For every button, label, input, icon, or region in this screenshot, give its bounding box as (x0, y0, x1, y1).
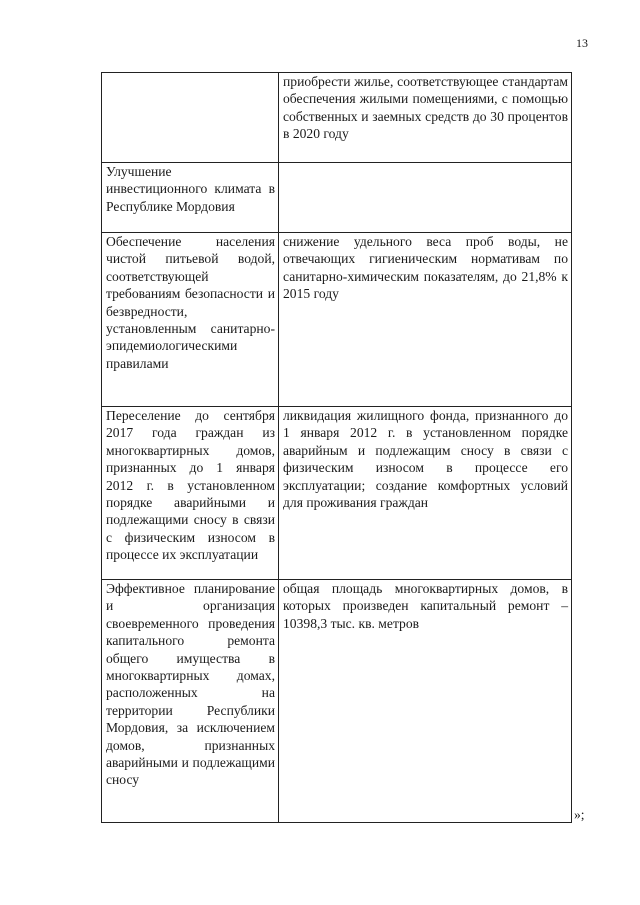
table-row (102, 73, 572, 163)
closing-quote-mark: »; (574, 807, 585, 822)
goal-cell: Улучшение инвестиционного климата в Республике Мордовия (102, 163, 279, 233)
goal-cell (102, 73, 279, 163)
goal-cell: Обеспечение населения чистой питьевой водой, соответствующей требованиям безопасности и безвредности, установленным санитарно-эпидемиологическими правилами (102, 233, 279, 407)
indicator-cell: ликвидация жилищного фонда, признанного до 1 января 2012 г. в установленном порядке аварийным и подлежащим сносу в связи с физическим износом в процессе его эксплуатации; создание комфортных условий для проживания граждан (279, 407, 572, 580)
table-row (102, 407, 572, 580)
goal-cell: Эффективное планирование и организация своевременного проведения капитального ремонта общего имущества в многоквартирных домах, расположенных на территории Республики Мордовия, за исключением домов, признанных аварийными и подлежащими сносу (102, 580, 279, 823)
indicator-cell: приобрести жилье, соответствующее стандартам обеспечения жилыми помещениями, с помощью собственных и заемных средств до 30 процентов в 2020 году (279, 73, 572, 163)
page-number: 13 (576, 36, 588, 50)
goal-cell: Переселение до сентября 2017 года граждан из многоквартирных домов, признанных до 1 января 2012 г. в установленном порядке аварийными и подлежащими сносу в связи с физическим износом в процессе их эксплуатации (102, 407, 279, 580)
goals-indicators-table (101, 72, 572, 823)
indicator-cell: снижение удельного веса проб воды, не отвечающих гигиеническим нормативам по санитарно-химическим показателям, до 21,8% к 2015 году (279, 233, 572, 407)
indicator-cell: общая площадь многоквартирных домов, в которых произведен капитальный ремонт – 10398,3 тыс. кв. метров (279, 580, 572, 823)
table-row (102, 580, 572, 823)
indicator-cell (279, 163, 572, 233)
table-row (102, 163, 572, 233)
table-row (102, 233, 572, 407)
